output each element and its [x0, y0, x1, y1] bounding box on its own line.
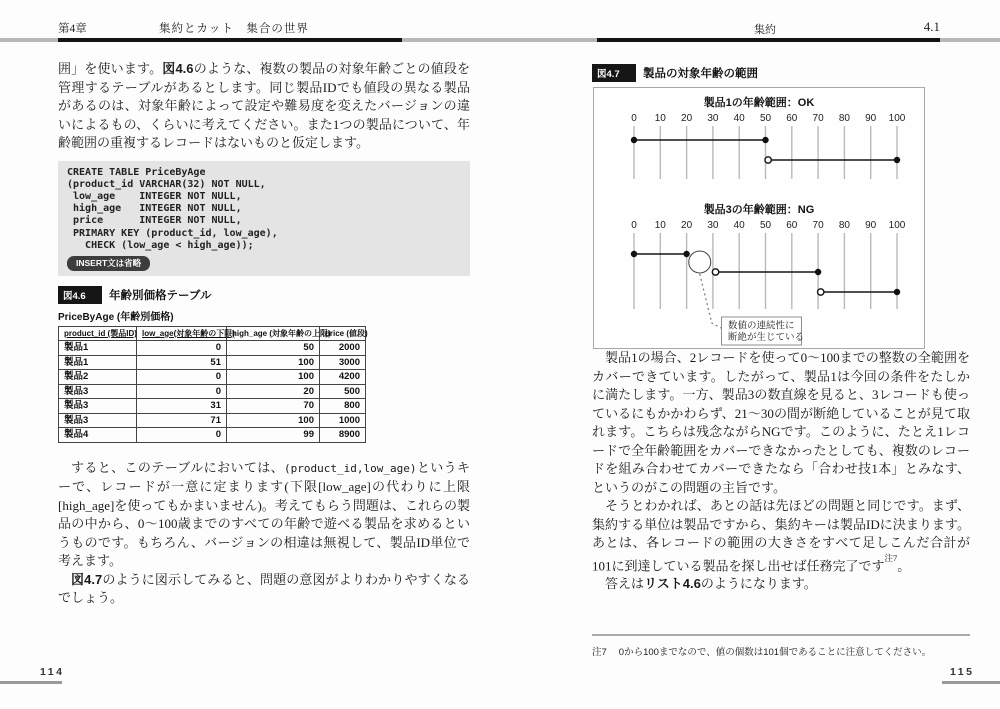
- svg-text:100: 100: [888, 113, 906, 124]
- paragraph-text: そうとわかれば、あとの話は先ほどの問題と同じです。まず、集約する単位は製品ですから、集約キーは製品IDに決まります。あとは、各レコードの範囲の大きさをすべて足しこんだ合計が101に到達している製品を探し出せば任務完了です: [592, 498, 970, 573]
- footnote-reference: 注7: [884, 552, 898, 563]
- svg-text:40: 40: [733, 220, 745, 231]
- figure-tag: 図4.6: [58, 286, 102, 304]
- footer-rule: [0, 681, 62, 684]
- paragraph: [592, 575, 970, 594]
- paragraph-text: のような、複数の製品の対象年齢ごとの値段を管理するテーブルがあるとします。同じ製品IDでも値段の異なる製品があるのは、対象年齢によって設定や難易度を変えたバージョンの違いによるもの、くらいに考えてください。また1つの製品について、年齢範囲の重複するレコードはないものと仮定します。: [58, 61, 470, 150]
- cell-value: 0: [137, 370, 227, 385]
- footer-rule: [942, 681, 1000, 684]
- column-header: high_age (対象年齢の上限): [227, 326, 320, 341]
- cell-value: 0: [137, 428, 227, 443]
- paragraph-text: 答えは: [605, 576, 645, 592]
- cell-value: 71: [137, 413, 227, 428]
- chapter-title: 集約とカット 集合の世界: [159, 23, 309, 35]
- page-right-column: [592, 64, 970, 594]
- svg-text:50: 50: [759, 113, 772, 124]
- cell-value: 3000: [320, 355, 366, 370]
- cell-product-id: 製品3: [59, 413, 137, 428]
- paragraph: [58, 571, 470, 608]
- cell-value: 100: [227, 413, 320, 428]
- figure-4-7-caption: [592, 64, 970, 82]
- paragraph-text: のように図示してみると、問題の意図がよりわかりやすくなるでしょう。: [58, 571, 470, 606]
- svg-text:90: 90: [865, 220, 877, 231]
- paragraph: [58, 60, 470, 153]
- figure-caption-text: 年齢別価格テーブル: [109, 289, 212, 302]
- cell-value: 70: [227, 399, 320, 414]
- svg-text:0: 0: [631, 220, 637, 231]
- price-table-body: [59, 341, 366, 443]
- svg-text:70: 70: [812, 113, 824, 124]
- svg-text:60: 60: [786, 220, 798, 231]
- number-line-diagram-ok: [594, 109, 924, 187]
- footnote-text: 0から100までなので、値の個数は101個であることに注意してください。: [618, 647, 932, 658]
- svg-text:70: 70: [812, 220, 824, 231]
- cell-product-id: 製品1: [59, 341, 137, 356]
- cell-product-id: 製品4: [59, 428, 137, 443]
- page-number-right: 115: [950, 666, 975, 678]
- svg-text:20: 20: [681, 113, 693, 124]
- svg-text:30: 30: [707, 113, 719, 124]
- paragraph: [58, 459, 470, 571]
- table-row: [59, 428, 366, 443]
- svg-text:80: 80: [838, 220, 850, 231]
- svg-text:80: 80: [838, 113, 850, 124]
- header-rule-segment: [0, 38, 58, 42]
- cell-value: 8900: [320, 428, 366, 443]
- figure-reference: 図4.6: [162, 61, 194, 76]
- sql-code-lines: [67, 167, 462, 252]
- paragraph: [592, 497, 970, 575]
- diagram-title: 製品1の年齢範囲：OK: [703, 97, 815, 109]
- insert-omitted-badge: INSERT文は省略: [67, 256, 150, 271]
- code-line: PRIMARY KEY (product_id, low_age),: [67, 227, 278, 239]
- section-number: 4.1: [923, 19, 940, 34]
- sql-code-block: [58, 161, 470, 276]
- section-label: 集約: [754, 24, 776, 36]
- column-header: price (値段): [320, 326, 366, 341]
- cell-value: 1000: [320, 413, 366, 428]
- code-line: (product_id VARCHAR(32) NOT NULL,: [67, 178, 266, 190]
- table-row: [59, 399, 366, 414]
- figure-4-6-caption: [58, 286, 470, 304]
- svg-text:10: 10: [654, 113, 666, 124]
- number-line-diagram-ng: [594, 216, 924, 348]
- code-line: high_age INTEGER NOT NULL,: [67, 203, 242, 215]
- paragraph-text: すると、このテーブルにおいては、: [71, 459, 284, 475]
- svg-text:60: 60: [786, 113, 798, 124]
- list-reference: リスト4.6: [644, 576, 701, 592]
- cell-value: 100: [227, 370, 320, 385]
- svg-text:40: 40: [733, 113, 745, 124]
- footnote: [592, 634, 970, 658]
- figure-caption-text: 製品の対象年齢の範囲: [643, 68, 758, 80]
- cell-value: 100: [227, 355, 320, 370]
- header-rule-segment: [597, 38, 940, 42]
- cell-value: 51: [137, 355, 227, 370]
- code-line: CHECK (low_age < high_age));: [67, 239, 254, 251]
- table-row: [59, 370, 366, 385]
- svg-text:数値の連続性に: 数値の連続性に: [728, 320, 795, 332]
- code-line: low_age INTEGER NOT NULL,: [67, 190, 242, 202]
- cell-value: 800: [320, 399, 366, 414]
- cell-value: 0: [137, 384, 227, 399]
- figure-4-7-box: [593, 87, 925, 349]
- figure-tag: 図4.7: [592, 64, 636, 82]
- svg-text:10: 10: [654, 220, 666, 231]
- paragraph-text: というキーで、レコードが一意に定まります(下限[low_age]の代わりに上限[high_age]を使ってもかまいません)。考えてもらう問題は、これらの製品の中から、0〜100歳までのすべての年齢で遊べる製品を求めるというものです。もちろん、バージョンの相違は無視して、製品ID単位で考えます。: [58, 459, 470, 569]
- price-table-header-row: [59, 326, 366, 341]
- header-rule-segment: [940, 38, 1000, 42]
- cell-value: 31: [137, 399, 227, 414]
- column-header: low_age(対象年齢の下限): [137, 326, 227, 341]
- cell-value: 2000: [320, 341, 366, 356]
- cell-product-id: 製品1: [59, 355, 137, 370]
- paragraph-text: のようになります。: [700, 576, 817, 592]
- page-number-left: 114: [40, 666, 65, 678]
- paragraph-text: 。: [897, 557, 911, 573]
- table-row: [59, 384, 366, 399]
- code-line: CREATE TABLE PriceByAge: [67, 166, 206, 178]
- cell-value: 99: [227, 428, 320, 443]
- svg-text:20: 20: [681, 220, 693, 231]
- cell-product-id: 製品2: [59, 370, 137, 385]
- column-header: product_id (製品ID): [59, 326, 137, 341]
- cell-value: 20: [227, 384, 320, 399]
- table-row: [59, 413, 366, 428]
- cell-value: 50: [227, 341, 320, 356]
- svg-text:0: 0: [631, 113, 637, 124]
- svg-text:50: 50: [759, 220, 772, 231]
- paragraph-text: 囲」を使います。: [58, 61, 163, 76]
- figure-reference: 図4.7: [71, 571, 103, 587]
- code-line: price INTEGER NOT NULL,: [67, 215, 242, 227]
- table-row: [59, 341, 366, 356]
- inline-code: (product_id,low_age): [283, 461, 417, 475]
- cell-product-id: 製品3: [59, 399, 137, 414]
- cell-value: 500: [320, 384, 366, 399]
- svg-text:100: 100: [888, 220, 906, 231]
- page-left-column: [58, 60, 470, 608]
- paragraph: 製品1の場合、2レコードを使って0〜100までの整数の全範囲をカバーできています。したがって、製品1は今回の条件をたしかに満たします。一方、製品3の数直線を見ると、3レコードも使っているにもかかわらず、21〜30の間が断絶していることが見て取れます。こちらは残念ながらNGです。このように、たとえ1レコードで全年齢範囲をカバーできなかったとしても、複数のレコードを組み合わせてカバーできたなら「合わせ技1本」とみなす、というのがこの問題の主旨です。: [592, 350, 970, 495]
- svg-text:30: 30: [707, 220, 719, 231]
- table-row: [59, 355, 366, 370]
- diagram-title: 製品3の年齢範囲：NG: [703, 204, 815, 216]
- footnote-label: 注7: [592, 647, 607, 658]
- cell-value: 4200: [320, 370, 366, 385]
- svg-text:断絶が生じている: 断絶が生じている: [728, 332, 805, 343]
- cell-value: 0: [137, 341, 227, 356]
- header-rule-segment: [402, 38, 597, 42]
- header-rule-segment: [58, 38, 402, 42]
- svg-text:90: 90: [865, 113, 877, 124]
- table-title: PriceByAge (年齢別価格): [58, 311, 174, 323]
- cell-product-id: 製品3: [59, 384, 137, 399]
- chapter-label: 第4章: [58, 23, 87, 35]
- price-by-age-table: [58, 326, 366, 443]
